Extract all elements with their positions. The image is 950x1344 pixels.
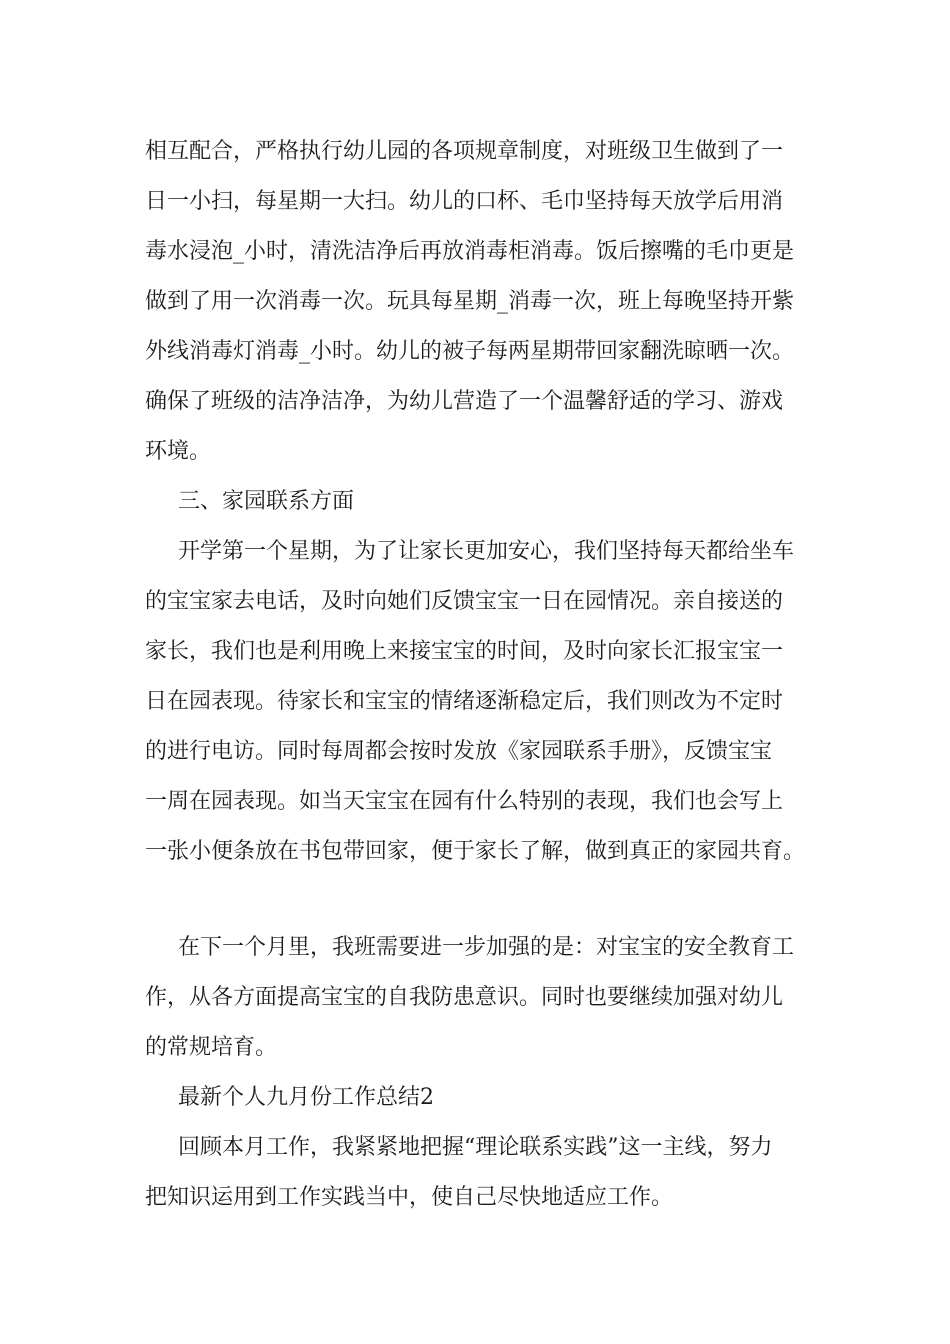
text-line: 的宝宝家去电话，及时向她们反馈宝宝一日在园情况。亲自接送的 xyxy=(145,589,784,614)
text-line: 的进行电访。同时每周都会按时发放《家园联系手册》，反馈宝宝 xyxy=(145,739,773,764)
text-line: 作，从各方面提高宝宝的自我防患意识。同时也要继续加强对幼儿 xyxy=(145,985,784,1010)
text-line: 做到了用一次消毒一次。玩具每星期_消毒一次，班上每晚坚持开紫 xyxy=(145,289,795,314)
text-line: 外线消毒灯消毒_小时。幼儿的被子每两星期带回家翻洗晾晒一次。 xyxy=(145,339,795,364)
text-line: 日一小扫，每星期一大扫。幼儿的口杯、毛巾坚持每天放学后用消 xyxy=(145,189,784,214)
text-line: 一张小便条放在书包带回家，便于家长了解，做到真正的家园共育。 xyxy=(145,839,806,864)
text-line: 日在园表现。待家长和宝宝的情绪逐渐稳定后，我们则改为不定时 xyxy=(145,689,784,714)
text-line: 毒水浸泡_小时，清洗洁净后再放消毒柜消毒。饭后擦嘴的毛巾更是 xyxy=(145,239,795,264)
text-line: 家长，我们也是利用晚上来接宝宝的时间，及时向家长汇报宝宝一 xyxy=(145,639,784,664)
text-line: 回顾本月工作，我紧紧地把握“理论联系实践”这一主线，努力 xyxy=(178,1135,773,1160)
text-line: 环境。 xyxy=(145,439,212,464)
text-line: 相互配合，严格执行幼儿园的各项规章制度，对班级卫生做到了一 xyxy=(145,139,784,164)
text-line: 开学第一个星期，为了让家长更加安心，我们坚持每天都给坐车 xyxy=(178,539,795,564)
text-line: 一周在园表现。如当天宝宝在园有什么特别的表现，我们也会写上 xyxy=(145,789,784,814)
section-heading: 三、家园联系方面 xyxy=(178,489,355,514)
text-line: 把知识运用到工作实践当中，使自己尽快地适应工作。 xyxy=(145,1185,674,1210)
text-line: 在下一个月里，我班需要进一步加强的是：对宝宝的安全教育工 xyxy=(178,935,795,960)
text-line: 确保了班级的洁净洁净，为幼儿营造了一个温馨舒适的学习、游戏 xyxy=(145,389,784,414)
document-subtitle: 最新个人九月份工作总结2 xyxy=(178,1085,434,1110)
text-line: 的常规培育。 xyxy=(145,1035,278,1060)
